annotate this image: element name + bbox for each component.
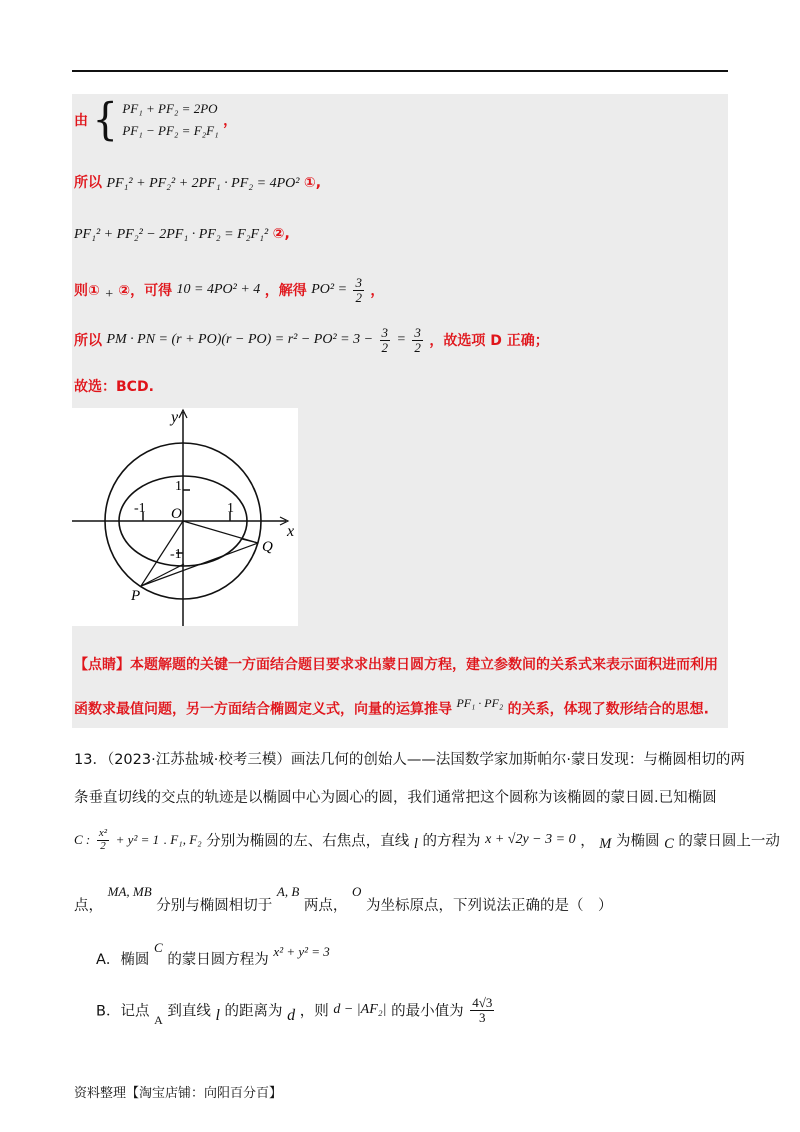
option-text: 的最小值为 (391, 1003, 464, 1020)
problem-text: 的方程为 (422, 833, 481, 850)
solution-line-5 (74, 326, 549, 354)
solution-text: ，故选项 D 正确； (429, 333, 549, 350)
solution-line-4 (74, 276, 384, 304)
equation-2: PF₁² + PF₂² − 2PF₁ · PF₂ = F₂F₁² (74, 227, 269, 242)
footer-text: 资料整理【淘宝店铺：向阳百分百】 (74, 1086, 283, 1101)
origin-label: O (171, 506, 182, 522)
problem-line-3 (74, 828, 780, 853)
line-name: l (413, 835, 418, 852)
problem-text: ， (580, 833, 595, 850)
plus-sign: + (104, 286, 114, 302)
circle-equation: x² + y² = 3 (273, 944, 330, 959)
solution-text: ②, (272, 226, 290, 242)
point-name: A (154, 1013, 163, 1028)
option-A (96, 940, 330, 969)
problem-text: 点， (74, 898, 103, 914)
ellipse-name: C (154, 940, 163, 955)
equation-3: 10 = 4PO² + 4 (176, 282, 261, 298)
point-Q-label: Q (262, 539, 273, 555)
y-axis-label: y (171, 409, 179, 426)
fraction-numerator: x² (98, 827, 108, 839)
expression: d − |AF₂| (333, 1002, 387, 1018)
system-row-1: PF₁ + PF₂ = 2PO (122, 101, 218, 116)
answer-text: 故选：BCD. (74, 379, 154, 395)
fraction-denominator: 2 (381, 339, 389, 355)
ellipse-name: C : (74, 832, 91, 848)
option-text: 的距离为 (224, 1003, 283, 1020)
note-text: 函数求最值问题，另一方面结合椭圆定义式，向量的运算推导 (74, 701, 452, 718)
ellipse-equation: + y² = 1 (115, 832, 160, 848)
fraction (470, 996, 494, 1024)
figure-svg (72, 408, 298, 626)
x-axis-label: x (287, 523, 295, 540)
fraction-denominator: 2 (414, 339, 421, 355)
header-rule (72, 70, 728, 72)
fraction-numerator: 3 (355, 275, 362, 290)
solution-line-3 (74, 226, 290, 243)
fraction-denominator: 2 (355, 289, 362, 305)
problem-text: 为椭圆 (616, 833, 660, 850)
problem-text: 分别与椭圆相切于 (156, 898, 273, 914)
fraction (97, 828, 109, 852)
equation-4: PO² = (311, 282, 348, 298)
system-row-2: PF₁ − PF₂ = F₂F₁ (122, 123, 219, 138)
tangent-line (242, 539, 258, 543)
note-line-1 (74, 654, 718, 674)
problem-text: 两点， (303, 898, 348, 914)
equation-system (122, 98, 218, 142)
left-brace: { (92, 94, 118, 146)
tick-label-y1: 1 (175, 479, 182, 494)
equation-1: PF₁² + PF₂² + 2PF₁ · PF₂ = 4PO² (106, 176, 300, 191)
solution-text: ②，可得 (118, 283, 173, 300)
fraction (380, 326, 391, 354)
option-text: A．椭圆 (96, 952, 150, 968)
note-math: PF₁ · PF₂ (456, 696, 504, 710)
option-B (96, 996, 496, 1028)
fraction-denominator: 3 (479, 1009, 486, 1025)
fraction-denominator: 2 (100, 839, 106, 852)
solution-line-1 (74, 94, 238, 146)
segment-PQ (141, 543, 258, 586)
note-text: 的关系，体现了数形结合的思想. (507, 701, 709, 718)
equation-5: PM · PN = (r + PO)(r − PO) = r² − PO² = 3 − (106, 332, 374, 348)
solution-text: 则① (74, 283, 100, 300)
problem-line-4 (74, 884, 612, 915)
option-text: ，则 (299, 1003, 329, 1020)
solution-text: ，解得 (264, 283, 307, 300)
fraction-numerator: 3 (381, 325, 389, 340)
fraction-numerator: 4√3 (472, 995, 493, 1010)
tick-label-xneg1: -1 (134, 501, 146, 516)
option-text: 的蒙日圆方程为 (167, 952, 269, 968)
solution-text: ， (223, 113, 238, 129)
note-text: 【点睛】本题解题的关键一方面结合题目要求求出蒙日圆方程，建立参数间的关系式来表示面积进而利用 (74, 657, 718, 673)
solution-text: 所以 (74, 333, 102, 350)
problem-line-1: 13．（2023·江苏盐城·校考三模）画法几何的创始人——法国数学家加斯帕尔·蒙日发现：与椭圆相切的两 (74, 752, 745, 768)
solution-line-2 (74, 172, 321, 192)
fraction-numerator: 3 (414, 325, 421, 340)
tick-label-yneg1: -1 (170, 547, 182, 562)
ellipse-name: C (664, 835, 674, 852)
fraction (412, 326, 423, 354)
problem-text: 的蒙日圆上一动 (678, 833, 780, 850)
tangent-lines: MA, MB (107, 884, 152, 899)
point-name: M (599, 835, 612, 852)
problem-text: 为坐标原点，下列说法正确的是（ ） (365, 898, 613, 914)
problem-line-2: 条垂直切线的交点的轨迹是以椭圆中心为圆心的圆，我们通常把这个圆称为该椭圆的蒙日圆.已知椭圆 (74, 790, 717, 806)
solution-text: ， (370, 283, 385, 300)
fraction (353, 276, 364, 304)
problem-text: 分别为椭圆的左、右焦点，直线 (206, 833, 410, 850)
tick-label-x1: 1 (227, 501, 234, 516)
note-line-2 (74, 696, 709, 719)
solution-text: 所以 (74, 175, 102, 191)
tangent-points: A, B (276, 884, 300, 899)
line-name: l (215, 1007, 220, 1025)
solution-text: 由 (74, 113, 88, 129)
option-text: 到直线 (167, 1003, 211, 1020)
origin-name: O (351, 884, 362, 899)
equals-sign: = (396, 332, 406, 348)
foci: . F₁, F₂ (163, 832, 202, 848)
point-P-label: P (131, 588, 141, 604)
solution-text: ①, (303, 175, 322, 191)
line-equation: x + √2y − 3 = 0 (485, 832, 576, 848)
solution-line-6 (74, 376, 154, 396)
option-text: B．记点 (96, 1003, 150, 1020)
distance-name: d (287, 1007, 296, 1025)
geometry-figure (72, 408, 298, 626)
